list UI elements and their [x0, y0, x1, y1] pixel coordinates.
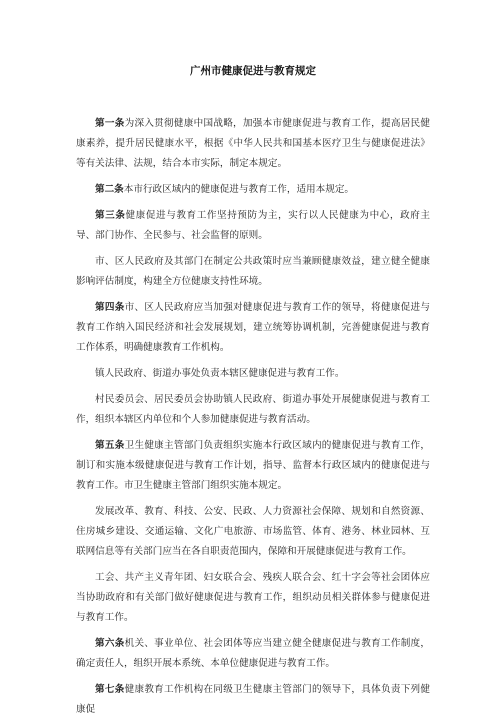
paragraph — [76, 502, 430, 562]
document-body — [76, 114, 430, 720]
paragraph — [76, 634, 430, 674]
paragraph — [76, 568, 430, 628]
article-number: 第六条 — [95, 638, 125, 649]
paragraph — [76, 252, 430, 292]
paragraph — [76, 680, 430, 720]
paragraph-text: 市、区人民政府及其部门在制定公共政策时应当兼顾健康效益，建立健全健康影响评估制度，构建全方位健康支持性环境。 — [76, 256, 430, 287]
paragraph-text: 健康教育工作机构在同级卫生健康主管部门的领导下，具体负责下列健康促 — [76, 684, 431, 715]
paragraph — [76, 206, 430, 246]
paragraph-text: 发展改革、教育、科技、公安、民政、人力资源社会保障、规划和自然资源、住房城乡建设、交通运输、文化广电旅游、市场监管、体育、港务、林业园林、互联网信息等有关部门应当在各自职责范围内，保障和开展健康促进与教育工作。 — [76, 506, 430, 557]
article-number: 第一条 — [95, 118, 125, 129]
paragraph — [76, 364, 430, 384]
paragraph-text: 为深入贯彻健康中国战略，加强本市健康促进与教育工作，提高居民健康素养，提升居民健康水平，根据《中华人民共和国基本医疗卫生与健康促进法》等有关法律、法规，结合本市实际，制定本规定。 — [76, 118, 431, 169]
paragraph-text: 机关、事业单位、社会团体等应当建立健全健康促进与教育工作制度，确定责任人，组织开展本系统、本单位健康促进与教育工作。 — [76, 638, 431, 669]
paragraph — [76, 114, 430, 174]
paragraph — [76, 436, 430, 496]
paragraph-text: 卫生健康主管部门负责组织实施本行政区域内的健康促进与教育工作，制订和实施本级健康促进与教育工作计划，指导、监督本行政区域内的健康促进与教育工作。市卫生健康主管部门组织实施本规定。 — [76, 440, 431, 491]
paragraph-text: 工会、共产主义青年团、妇女联合会、残疾人联合会、红十字会等社会团体应当协助政府和有关部门做好健康促进与教育工作，组织动员相关群体参与健康促进与教育工作。 — [76, 572, 430, 623]
paragraph-text: 村民委员会、居民委员会协助镇人民政府、街道办事处开展健康促进与教育工作，组织本辖区内单位和个人参加健康促进与教育活动。 — [76, 394, 430, 425]
article-number: 第四条 — [95, 302, 125, 313]
paragraph — [76, 298, 430, 358]
paragraph-text: 本市行政区域内的健康促进与教育工作，适用本规定。 — [123, 184, 355, 195]
paragraph-text: 健康促进与教育工作坚持预防为主，实行以人民健康为中心，政府主导、部门协作、全民参与、社会监督的原则。 — [76, 210, 431, 241]
article-number: 第二条 — [95, 184, 124, 195]
paragraph-text: 市、区人民政府应当加强对健康促进与教育工作的领导，将健康促进与教育工作纳入国民经济和社会发展规划，建立统筹协调机制，完善健康促进与教育工作体系，明确健康教育工作机构。 — [76, 302, 431, 353]
paragraph-text: 镇人民政府、街道办事处负责本辖区健康促进与教育工作。 — [95, 368, 345, 379]
article-number: 第七条 — [95, 684, 125, 695]
paragraph — [76, 390, 430, 430]
document-title: 广州市健康促进与教育规定 — [190, 65, 316, 77]
paragraph — [76, 180, 430, 200]
article-number: 第三条 — [95, 210, 126, 221]
article-number: 第五条 — [95, 440, 125, 451]
